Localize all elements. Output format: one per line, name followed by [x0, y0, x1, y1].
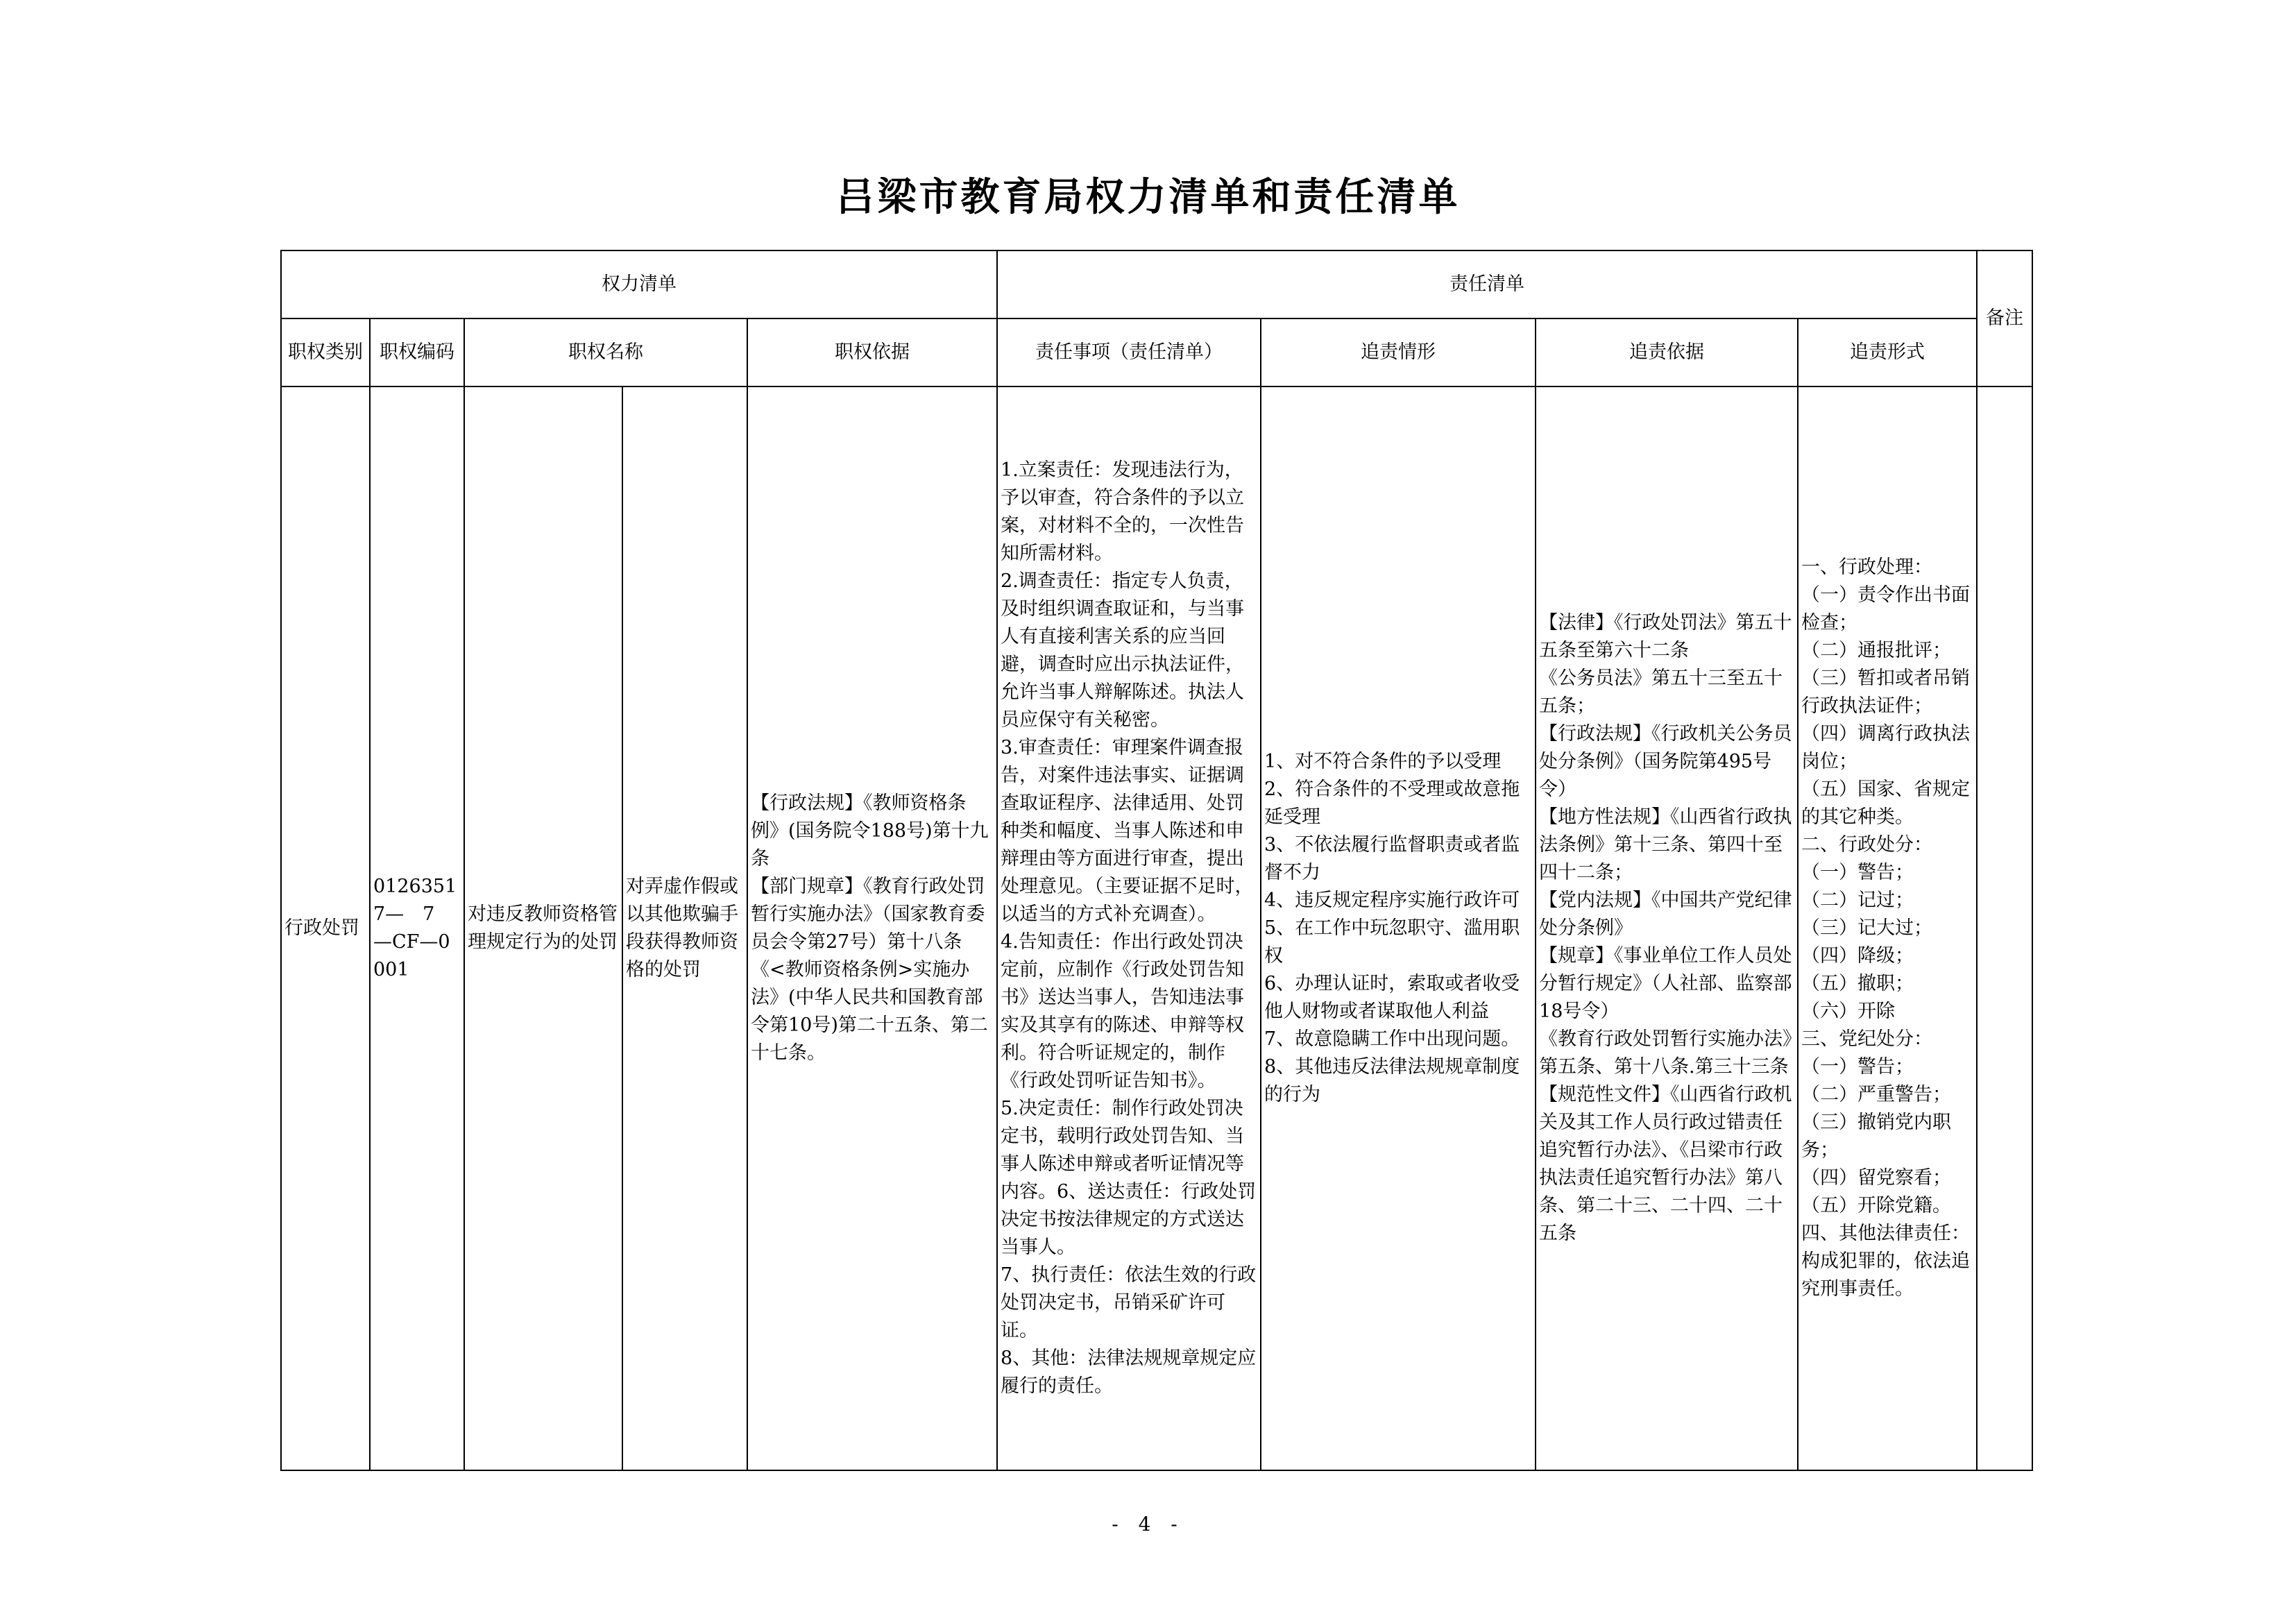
col-header-name: 职权名称: [464, 318, 747, 386]
power-responsibility-table: [280, 250, 2033, 1471]
responsibility-list-header: 责任清单: [997, 250, 1977, 318]
col-header-accountability-basis: 追责依据: [1536, 318, 1798, 386]
cell-name-main: 对违反教师资格管理规定行为的处罚: [464, 386, 622, 1470]
cell-category: 行政处罚: [281, 386, 370, 1470]
col-header-code: 职权编码: [370, 318, 464, 386]
cell-remark: [1977, 386, 2032, 1470]
col-header-accountability-form: 追责形式: [1798, 318, 1977, 386]
remark-header: 备注: [1977, 250, 2032, 386]
col-header-accountability: 追责情形: [1261, 318, 1536, 386]
page-title: 吕梁市教育局权力清单和责任清单: [835, 175, 1461, 220]
power-list-header: 权力清单: [281, 250, 997, 318]
page-number: - 4 -: [1112, 1513, 1184, 1536]
cell-name-sub: 对弄虚作假或以其他欺骗手段获得教师资格的处罚: [622, 386, 747, 1470]
cell-code: 01263517— 7 —CF—0001: [370, 386, 464, 1470]
cell-accountability-form: 一、行政处理： （一）责令作出书面检查； （二）通报批评； （三）暂扣或者吊销行政执法证件； （四）调离行政执法岗位； （五）国家、省规定的其它种类。 二、行政处分： （一）警告； （二）记过； （三）记大过； （四）降级； （五）撤职； （六）开除 三、党纪处分： （一）警告； （二）严重警告； （三）撤销党内职务； （四）留党察看； （五）开除党籍。 四、其他法律责任：构成犯罪的，依法追究刑事责任。: [1798, 386, 1977, 1470]
table-row: [281, 386, 2032, 1470]
cell-accountability: 1、对不符合条件的予以受理 2、符合条件的不受理或故意拖延受理 3、不依法履行监督职责或者监督不力 4、违反规定程序实施行政许可 5、在工作中玩忽职守、滥用职权 6、办理认证时，索取或者收受他人财物或者谋取他人利益 7、故意隐瞒工作中出现问题。 8、其他违反法律法规规章制度的行为: [1261, 386, 1536, 1470]
col-header-category: 职权类别: [281, 318, 370, 386]
cell-basis: 【行政法规】《教师资格条例》(国务院令188号)第十九条 【部门规章】《教育行政处罚暂行实施办法》（国家教育委员会令第27号）第十八条 《<教师资格条例>实施办法》(中华人民共和国教育部令第10号)第二十五条、第二十七条。: [747, 386, 997, 1470]
cell-duty: 1.立案责任：发现违法行为，予以审查，符合条件的予以立案，对材料不全的，一次性告知所需材料。 2.调查责任：指定专人负责，及时组织调查取证和，与当事人有直接利害关系的应当回避，调查时应出示执法证件，允许当事人辩解陈述。执法人员应保守有关秘密。 3.审查责任：审理案件调查报告，对案件违法事实、证据调查取证程序、法律适用、处罚种类和幅度、当事人陈述和申辩理由等方面进行审查，提出处理意见。（主要证据不足时，以适当的方式补充调查）。 4.告知责任：作出行政处罚决定前，应制作《行政处罚告知书》送达当事人，告知违法事实及其享有的陈述、申辩等权利。符合听证规定的，制作《行政处罚听证告知书》。 5.决定责任：制作行政处罚决定书，载明行政处罚告知、当事人陈述申辩或者听证情况等内容。6、送达责任：行政处罚决定书按法律规定的方式送达当事人。 7、执行责任：依法生效的行政处罚决定书，吊销采矿许可证。 8、其他：法律法规规章规定应履行的责任。: [997, 386, 1261, 1470]
col-header-duty: 责任事项（责任清单）: [997, 318, 1261, 386]
col-header-basis: 职权依据: [747, 318, 997, 386]
cell-accountability-basis: 【法律】《行政处罚法》第五十五条至第六十二条 《公务员法》第五十三至五十五条； 【行政法规】《行政机关公务员处分条例》（国务院第495号令） 【地方性法规】《山西省行政执法条例》第十三条、第四十至四十二条； 【党内法规】《中国共产党纪律处分条例》 【规章】《事业单位工作人员处分暂行规定》（人社部、监察部18号令） 《教育行政处罚暂行实施办法》第五条、第十八条.第三十三条 【规范性文件】《山西省行政机关及其工作人员行政过错责任追究暂行办法》、《吕梁市行政执法责任追究暂行办法》第八条、第二十三、二十四、二十五条: [1536, 386, 1798, 1470]
